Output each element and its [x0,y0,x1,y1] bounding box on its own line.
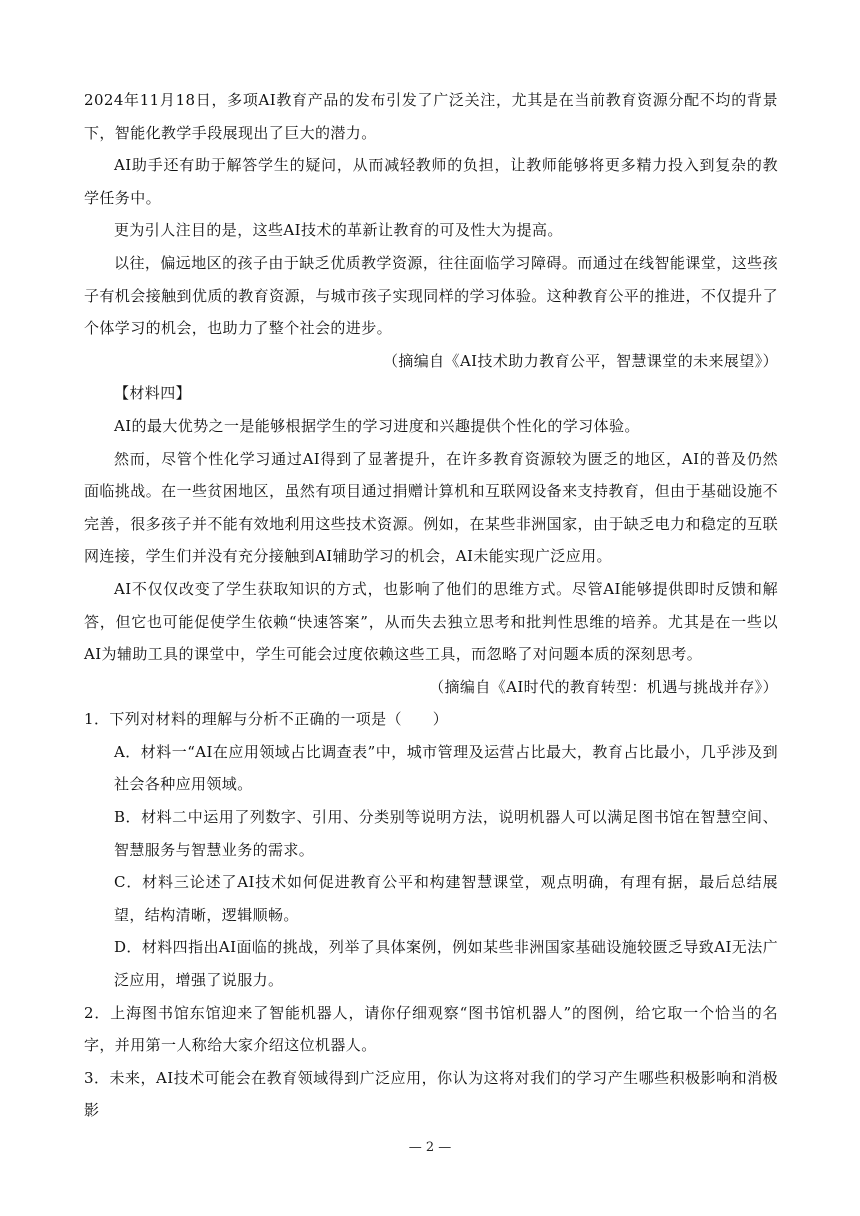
document-page [84,84,778,1127]
question-1-option-a: A．材料一“AI在应用领域占比调查表”中，城市管理及运营占比最大，教育占比最小，几乎涉及到社会各种应用领域。 [114,742,778,794]
paragraph-7: AI不仅仅改变了学生获取知识的方式，也影响了他们的思维方式。尽管AI能够提供即时反馈和解答，但它也可能促使学生依赖“快速答案”，从而失去独立思考和批判性思维的培养。尤其是在一些以AI为辅助工具的课堂中，学生可能会过度依赖这些工具，而忽略了对问题本质的深刻思考。 [84,579,778,664]
paragraph-5: AI的最大优势之一是能够根据学生的学习进度和兴趣提供个性化的学习体验。 [114,416,640,435]
question-1: 1．下列对材料的理解与分析不正确的一项是（ ） [84,710,449,729]
paragraph-4: 以往，偏远地区的孩子由于缺乏优质教学资源，往往面临学习障碍。而通过在线智能课堂，这些孩子有机会接触到优质的教育资源，与城市孩子实现同样的学习体验。这种教育公平的推进，不仅提升了个体学习的机会，也助力了整个社会的进步。 [84,253,778,338]
page-number: — 2 — [408,1140,452,1155]
question-1-option-c: C．材料三论述了AI技术如何促进教育公平和构建智慧课堂，观点明确，有理有据，最后总结展望，结构清晰，逻辑顺畅。 [114,873,778,924]
paragraph-1: 2024年11月18日，多项AI教育产品的发布引发了广泛关注，尤其是在当前教育资源分配不均的背景下，智能化教学手段展现出了巨大的潜力。 [84,91,778,142]
paragraph-6: 然而，尽管个性化学习通过AI得到了显著提升，在许多教育资源较为匮乏的地区，AI的普及仍然面临挑战。在一些贫困地区，虽然有项目通过捐赠计算机和互联网设备来支持教育，但由于基础设施不完善，很多孩子并不能有效地利用这些技术资源。例如，在某些非洲国家，由于缺乏电力和稳定的互联网连接，学生们并没有充分接触到AI辅助学习的机会，AI未能实现广泛应用。 [84,449,778,566]
paragraph-3: 更为引人注目的是，这些AI技术的革新让教育的可及性大为提高。 [114,221,563,240]
source-citation-3: （摘编自《AI技术助力教育公平，智慧课堂的未来展望》） [382,351,778,370]
source-citation-4: （摘编自《AI时代的教育转型：机遇与挑战并存》） [429,677,778,696]
material-4-heading: 【材料四】 [114,384,192,403]
question-3: 3．未来，AI技术可能会在教育领域得到广泛应用，你认为这将对我们的学习产生哪些积极影响和消极影 [84,1068,778,1120]
question-1-option-b: B．材料二中运用了列数字、引用、分类别等说明方法，说明机器人可以满足图书馆在智慧空间、智慧服务与智慧业务的需求。 [114,808,778,859]
question-2: 2．上海图书馆东馆迎来了智能机器人，请你仔细观察“图书馆机器人”的图例，给它取一个恰当的名字，并用第一人称给大家介绍这位机器人。 [84,1003,778,1055]
question-1-option-d: D．材料四指出AI面临的挑战，列举了具体案例，例如某些非洲国家基础设施较匮乏导致AI无法广泛应用，增强了说服力。 [114,938,778,990]
paragraph-2: AI助手还有助于解答学生的疑问，从而减轻教师的负担，让教师能够将更多精力投入到复杂的教学任务中。 [84,156,778,207]
